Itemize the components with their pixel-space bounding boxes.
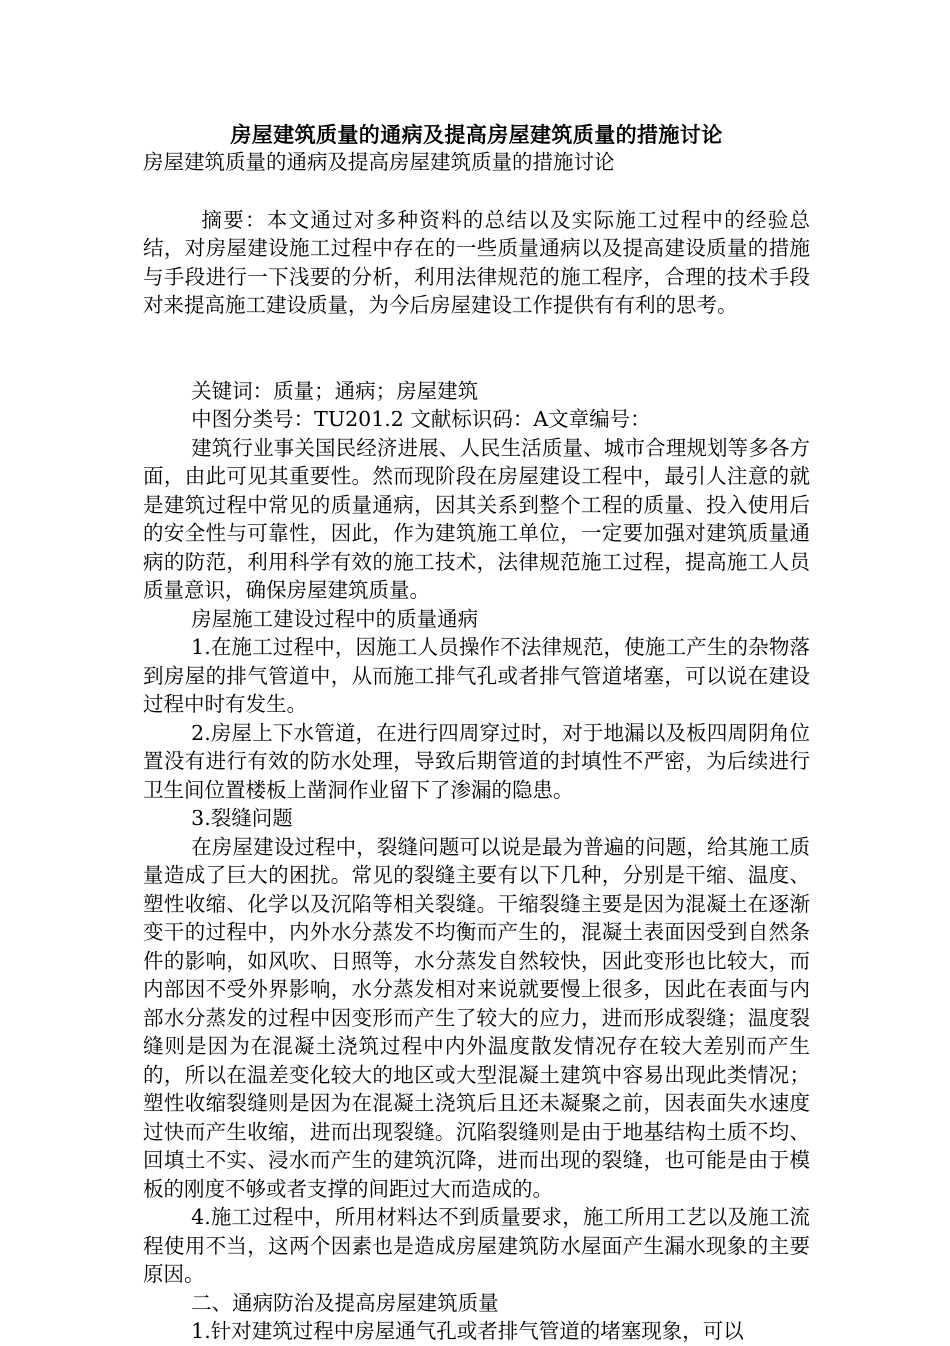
blank-line	[143, 348, 810, 377]
subsection-heading: 3.裂缝问题	[191, 806, 293, 830]
abstract-paragraph: 摘要：本文通过对多种资料的总结以及实际施工过程中的经验总结，对房屋建设施工过程中存在的一些质量通病以及提高建设质量的措施与手段进行一下浅要的分析，利用法律规范的施工程序，合理的技术手段对来提高施工建设质量，为今后房屋建设工作提供有有利的思考。	[143, 207, 810, 317]
section-heading: 房屋施工建设过程中的质量通病	[191, 606, 479, 631]
document-body	[143, 177, 810, 1346]
blank-line	[143, 177, 810, 206]
intro-paragraph: 建筑行业事关国民经济进展、人民生活质量、城市合理规划等多各方面，由此可见其重要性。然而现阶段在房屋建设工程中，最引人注意的就是建筑过程中常见的质量通病，因其关系到整个工程的质量、投入使用后的安全性与可靠性，因此，作为建筑施工单位，一定要加强对建筑质量通病的防范，利用科学有效的施工技术，法律规范施工过程，提高施工人员质量意识，确保房屋建筑质量。	[143, 435, 810, 602]
blank-line	[143, 320, 810, 349]
body-paragraph: 在房屋建设过程中，裂缝问题可以说是最为普遍的问题，给其施工质量造成了巨大的困扰。常见的裂缝主要有以下几种，分别是干缩、温度、塑性收缩、化学以及沉陷等相关裂缝。干缩裂缝主要是因为混凝土在逐渐变干的过程中，内外水分蒸发不均衡而产生的，混凝土表面因受到自然条件的影响，如风吹、日照等，水分蒸发自然较快，因此变形也比较大，而内部因不受外界影响，水分蒸发相对来说就要慢上很多，因此在表面与内部水分蒸发的过程中因变形而产生了较大的应力，进而形成裂缝；温度裂缝则是因为在混凝土浇筑过程中内外温度散发情况存在较大差别而产生的，所以在温差变化较大的地区或大型混凝土建筑中容易出现此类情况；塑性收缩裂缝则是因为在混凝土浇筑后且还未凝聚之前，因表面失水速度过快而产生收缩，进而出现裂缝。沉陷裂缝则是由于地基结构土质不均、回填土不实、浸水而产生的建筑沉降，进而出现的裂缝，也可能是由于模板的刚度不够或者支撑的间距过大而造成的。	[143, 834, 810, 1201]
classification-line: 中图分类号：TU201.2 文献标识码：A文章编号：	[191, 407, 651, 431]
body-paragraph: 2.房屋上下水管道，在进行四周穿过时，对于地漏以及板四周阴角位置没有进行有效的防水处理，导致后期管道的封填性不严密，为后续进行卫生间位置楼板上凿洞作业留下了渗漏的隐患。	[143, 720, 810, 802]
document-subtitle: 房屋建筑质量的通病及提高房屋建筑质量的措施讨论	[143, 150, 615, 174]
body-paragraph: 1.在施工过程中，因施工人员操作不法律规范，使施工产生的杂物落到房屋的排气管道中，从而施工排气孔或者排气管道堵塞，可以说在建设过程中时有发生。	[143, 635, 810, 716]
body-paragraph: 1.针对建筑过程中房屋通气孔或者排气管道的堵塞现象，可以	[191, 1319, 744, 1343]
body-paragraph: 4.施工过程中，所用材料达不到质量要求，施工所用工艺以及施工流程使用不当，这两个因素也是造成房屋建筑防水屋面产生漏水现象的主要原因。	[143, 1205, 810, 1286]
section-heading: 二、通病防治及提高房屋建筑质量	[191, 1290, 499, 1315]
keywords-line: 关键词：质量；通病；房屋建筑	[191, 378, 479, 403]
document-title: 房屋建筑质量的通病及提高房屋建筑质量的措施讨论	[230, 122, 723, 147]
